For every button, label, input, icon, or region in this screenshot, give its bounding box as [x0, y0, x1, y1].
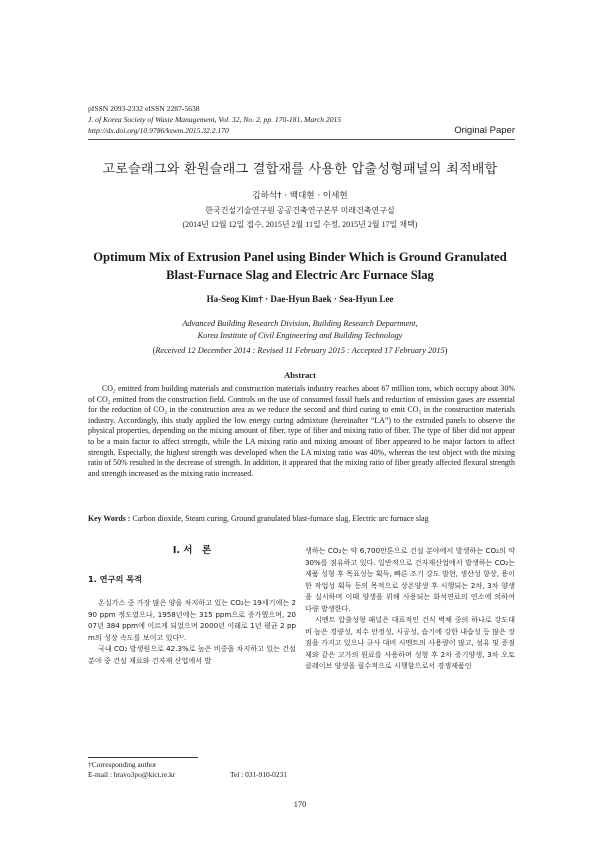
- english-authors: Ha-Seog Kim† · Dae-Hyun Baek · Sea-Hyun Lee: [206, 294, 394, 304]
- author-tel: Tel : 031-910-0231: [230, 770, 287, 779]
- intro-paragraph-1: 온실가스 중 가장 많은 양을 차지하고 있는 CO₂는 19세기에는 290 ppm 정도였으나, 1958년에는 315 ppm으로 증가했으며, 2007년 384 ppm에 이르게 되었으며 2000년 이래로 1년 평균 2 ppm의 성장 속도를 보이고 있다¹⁾.: [88, 598, 296, 642]
- keywords-list: Carbon dioxide, Steam curing, Ground granulated blast-furnace slag, Electric arc furnace slag: [130, 514, 429, 523]
- korean-authors: 김하석† · 백대현 · 이세현: [252, 191, 348, 201]
- right-column: [305, 545, 515, 672]
- journal-header: [88, 103, 508, 136]
- section-heading: Ⅰ. 서 론: [172, 545, 212, 556]
- intro-paragraph-2: 국내 CO₂ 발생원으로 42.3%로 높은 비중을 차지하고 있는 건설 분야 중 건설 재료와 건자재 산업에서 발: [88, 644, 296, 665]
- author-email: E-mail : bravo3po@kict.re.kr: [88, 770, 176, 779]
- issn-line: pISSN 2093-2332 eISSN 2287-5638: [88, 104, 200, 113]
- english-title-line1: Optimum Mix of Extrusion Panel using Binder Which is Ground Granulated: [93, 250, 507, 264]
- doi-link[interactable]: http://dx.doi.org/10.9786/kswm.2015.32.2.170: [88, 126, 229, 135]
- korean-dates: (2014년 12월 12일 접수, 2015년 2월 11일 수정, 2015년 2월 17일 채택): [182, 220, 418, 229]
- page-number: 170: [293, 800, 307, 809]
- korean-affiliation: 한국건설기술연구원 공공건축연구본부 미래건축연구실: [205, 206, 395, 215]
- abstract-body: CO₂ emitted from building materials and construction materials industry reaches about 67 million tons, which occupy about 30% of CO₂ emitted from the construction field. Controls on the use of consumed fossil fuels and reduction of emission gases are essential for the reduction of CO₂ in the construction area as we reduce the second and third curing to emit CO₂ in the construction materials industry. Accordingly, this study applied the low energy curing admixture (hereinafter “LA”) to the extruded panels to observe the physical properties, depending on the mixing amount of fiber, type of fiber and mixing ratio of fiber. The type of fiber did not appear to be a main factor to affect strength, while the LA mixing ratio and mixing amount of fiber appeared to be major factors to affect strength. Especially, the highest strength was developed when the LA mixing ratio was 40%, whereas the test object with the mixing ratio of 50% resulted in the decrease of strength. In addition, it appeared that the mixing ratio of fiber greatly affected flexural strength and strength increased as the mixing ratio increased.: [88, 384, 515, 478]
- dates-open-paren: (: [152, 346, 156, 355]
- abstract-heading: Abstract: [284, 370, 316, 380]
- english-affiliation: [0, 318, 600, 342]
- left-column: [88, 542, 296, 666]
- korean-title: 고로슬래그와 환원슬래그 결합재를 사용한 압출성형패널의 최적배합: [102, 162, 498, 177]
- intro-paragraph-3: 생하는 CO₂는 약 6,700만톤으로 건설 분야에서 발생하는 CO₂의 약 30%를 점유하고 있다. 일반적으로 건자재산업에서 발생하는 CO₂는 제품 성형 후 목표성능 획득, 빠른 조기 강도 발현, 생산성 향상, 용이한 작업성 획득 등의 목적으로 상온양생 후 시행되는 2차, 3차 양생을 실시하며 이때 양생을 위해 사용되는 화석연료의 연소에 의하여 다량 발생한다.: [305, 546, 515, 613]
- english-dates: [0, 346, 600, 355]
- english-affiliation-line1: Advanced Building Research Division, Building Research Department,: [182, 319, 418, 328]
- english-affiliation-line2: Korea Institute of Civil Engineering and Building Technology: [197, 331, 403, 340]
- dates-text: Received 12 December 2014 : Revised 11 February 2015 : Accepted 17 February 2015: [155, 346, 445, 355]
- english-title: [0, 248, 600, 284]
- subsection-heading: 1. 연구의 목적: [88, 574, 143, 584]
- keywords: [88, 514, 515, 523]
- keywords-label: Key Words :: [88, 514, 131, 523]
- dates-close-paren: ): [444, 346, 448, 355]
- intro-paragraph-4: 시멘트 압출성형 패널은 대표적인 건식 벽체 중의 하나로 강도대비 높은 경량성, 치수 안정성, 시공성, 습기에 강한 내습성 등 많은 장점을 가지고 있으나 규사 대비 시멘트의 사용량이 많고, 섬유 및 증점제와 같은 고가의 원료를 사용하며 성형 후 2차 증기양생, 3차 오토클레이브 양생을 필수적으로 시행함으로서 경쟁제품인: [305, 615, 515, 670]
- header-divider: [88, 139, 515, 140]
- footnote: [88, 760, 298, 780]
- footnote-divider: [88, 757, 198, 758]
- corresponding-author: †Corresponding author: [88, 760, 157, 769]
- journal-citation: J. of Korea Society of Waste Management, Vol. 32, No. 2, pp. 170-181, March 2015: [88, 115, 342, 124]
- english-title-line2: Blast-Furnace Slag and Electric Arc Furnace Slag: [166, 268, 434, 282]
- article-type-label: Original Paper: [454, 125, 515, 136]
